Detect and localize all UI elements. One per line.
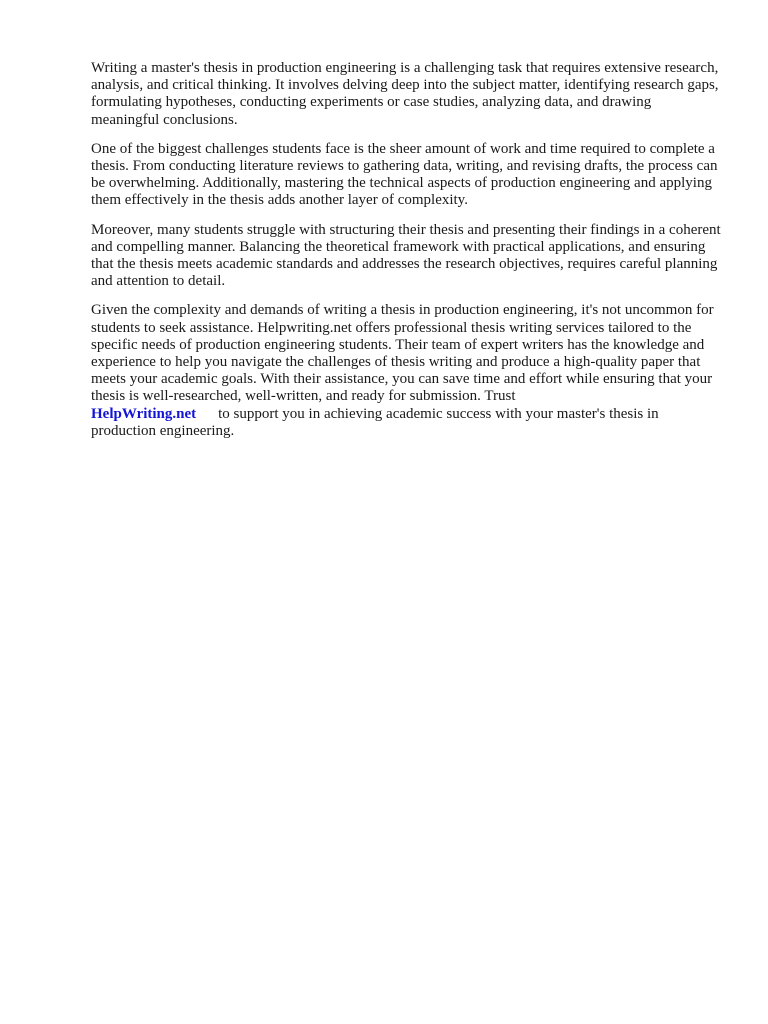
paragraph-assistance [91,302,721,440]
helpwriting-link[interactable]: HelpWriting.net [91,405,197,422]
paragraph-challenges: One of the biggest challenges students face is the sheer amount of work and time required to complete a thesis. From conducting literature reviews to gathering data, writing, and revising drafts, the process can be overwhelming. Additionally, mastering the technical aspects of production engineering and applying them effectively in the thesis adds another layer of complexity. [91,140,718,209]
paragraph-assistance-text-before: Given the complexity and demands of writing a thesis in production engineering, it's not uncommon for students to seek assistance. Helpwriting.net offers professional thesis writing services tailored to the specific needs of production engineering students. Their team of expert writers has the knowledge and experience to help you navigate the challenges of thesis writing and produce a high-quality paper that meets your academic goals. With their assistance, you can save time and effort while ensuring that your thesis is well-researched, well-written, and ready for submission. Trust [91,302,714,405]
document-body [91,60,721,452]
paragraph-structuring: Moreover, many students struggle with structuring their thesis and presenting their findings in a coherent and compelling manner. Balancing the theoretical framework with practical applications, and ensuring that the thesis meets academic standards and addresses the research objectives, requires careful planning and attention to detail. [91,221,721,290]
paragraph-assistance-text-after: to support you in achieving academic success with your master's thesis in production engineering. [91,405,659,439]
paragraph-intro: Writing a master's thesis in production engineering is a challenging task that requires extensive research, analysis, and critical thinking. It involves delving deep into the subject matter, identifying research gaps, formulating hypotheses, conducting experiments or case studies, analyzing data, and drawing meaningful conclusions. [91,60,719,128]
